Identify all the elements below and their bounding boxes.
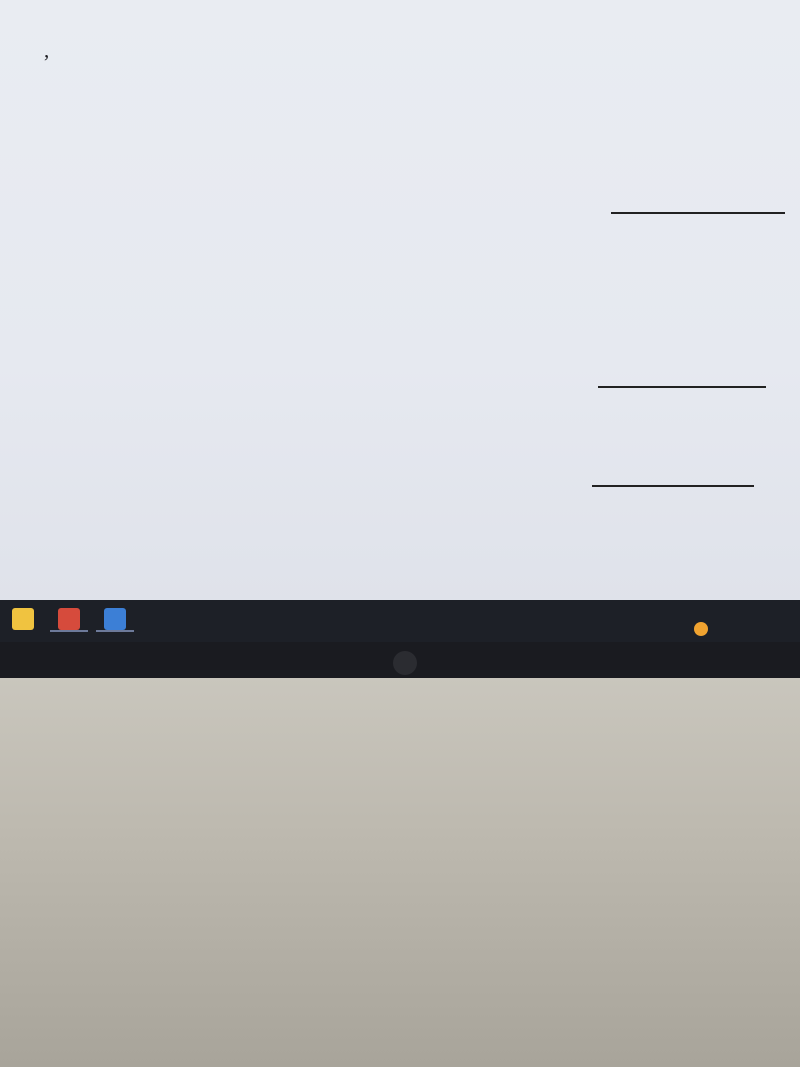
hp-logo: [393, 651, 417, 675]
question-4-text: ,: [44, 38, 50, 62]
svar-b-answer-line[interactable]: [598, 386, 766, 388]
mail-active-indicator: [96, 630, 134, 632]
file-explorer-icon[interactable]: [12, 608, 34, 630]
mail-icon[interactable]: [104, 608, 126, 630]
keyboard-deck: [0, 678, 800, 1067]
part-b-definition: [92, 246, 98, 272]
svar-a-answer-line[interactable]: [611, 212, 785, 214]
browser-active-indicator: [50, 630, 88, 632]
browser-icon[interactable]: [58, 608, 80, 630]
svar-c-answer-line[interactable]: [592, 485, 754, 487]
sun-icon: [694, 622, 708, 636]
taskbar: [0, 600, 800, 642]
